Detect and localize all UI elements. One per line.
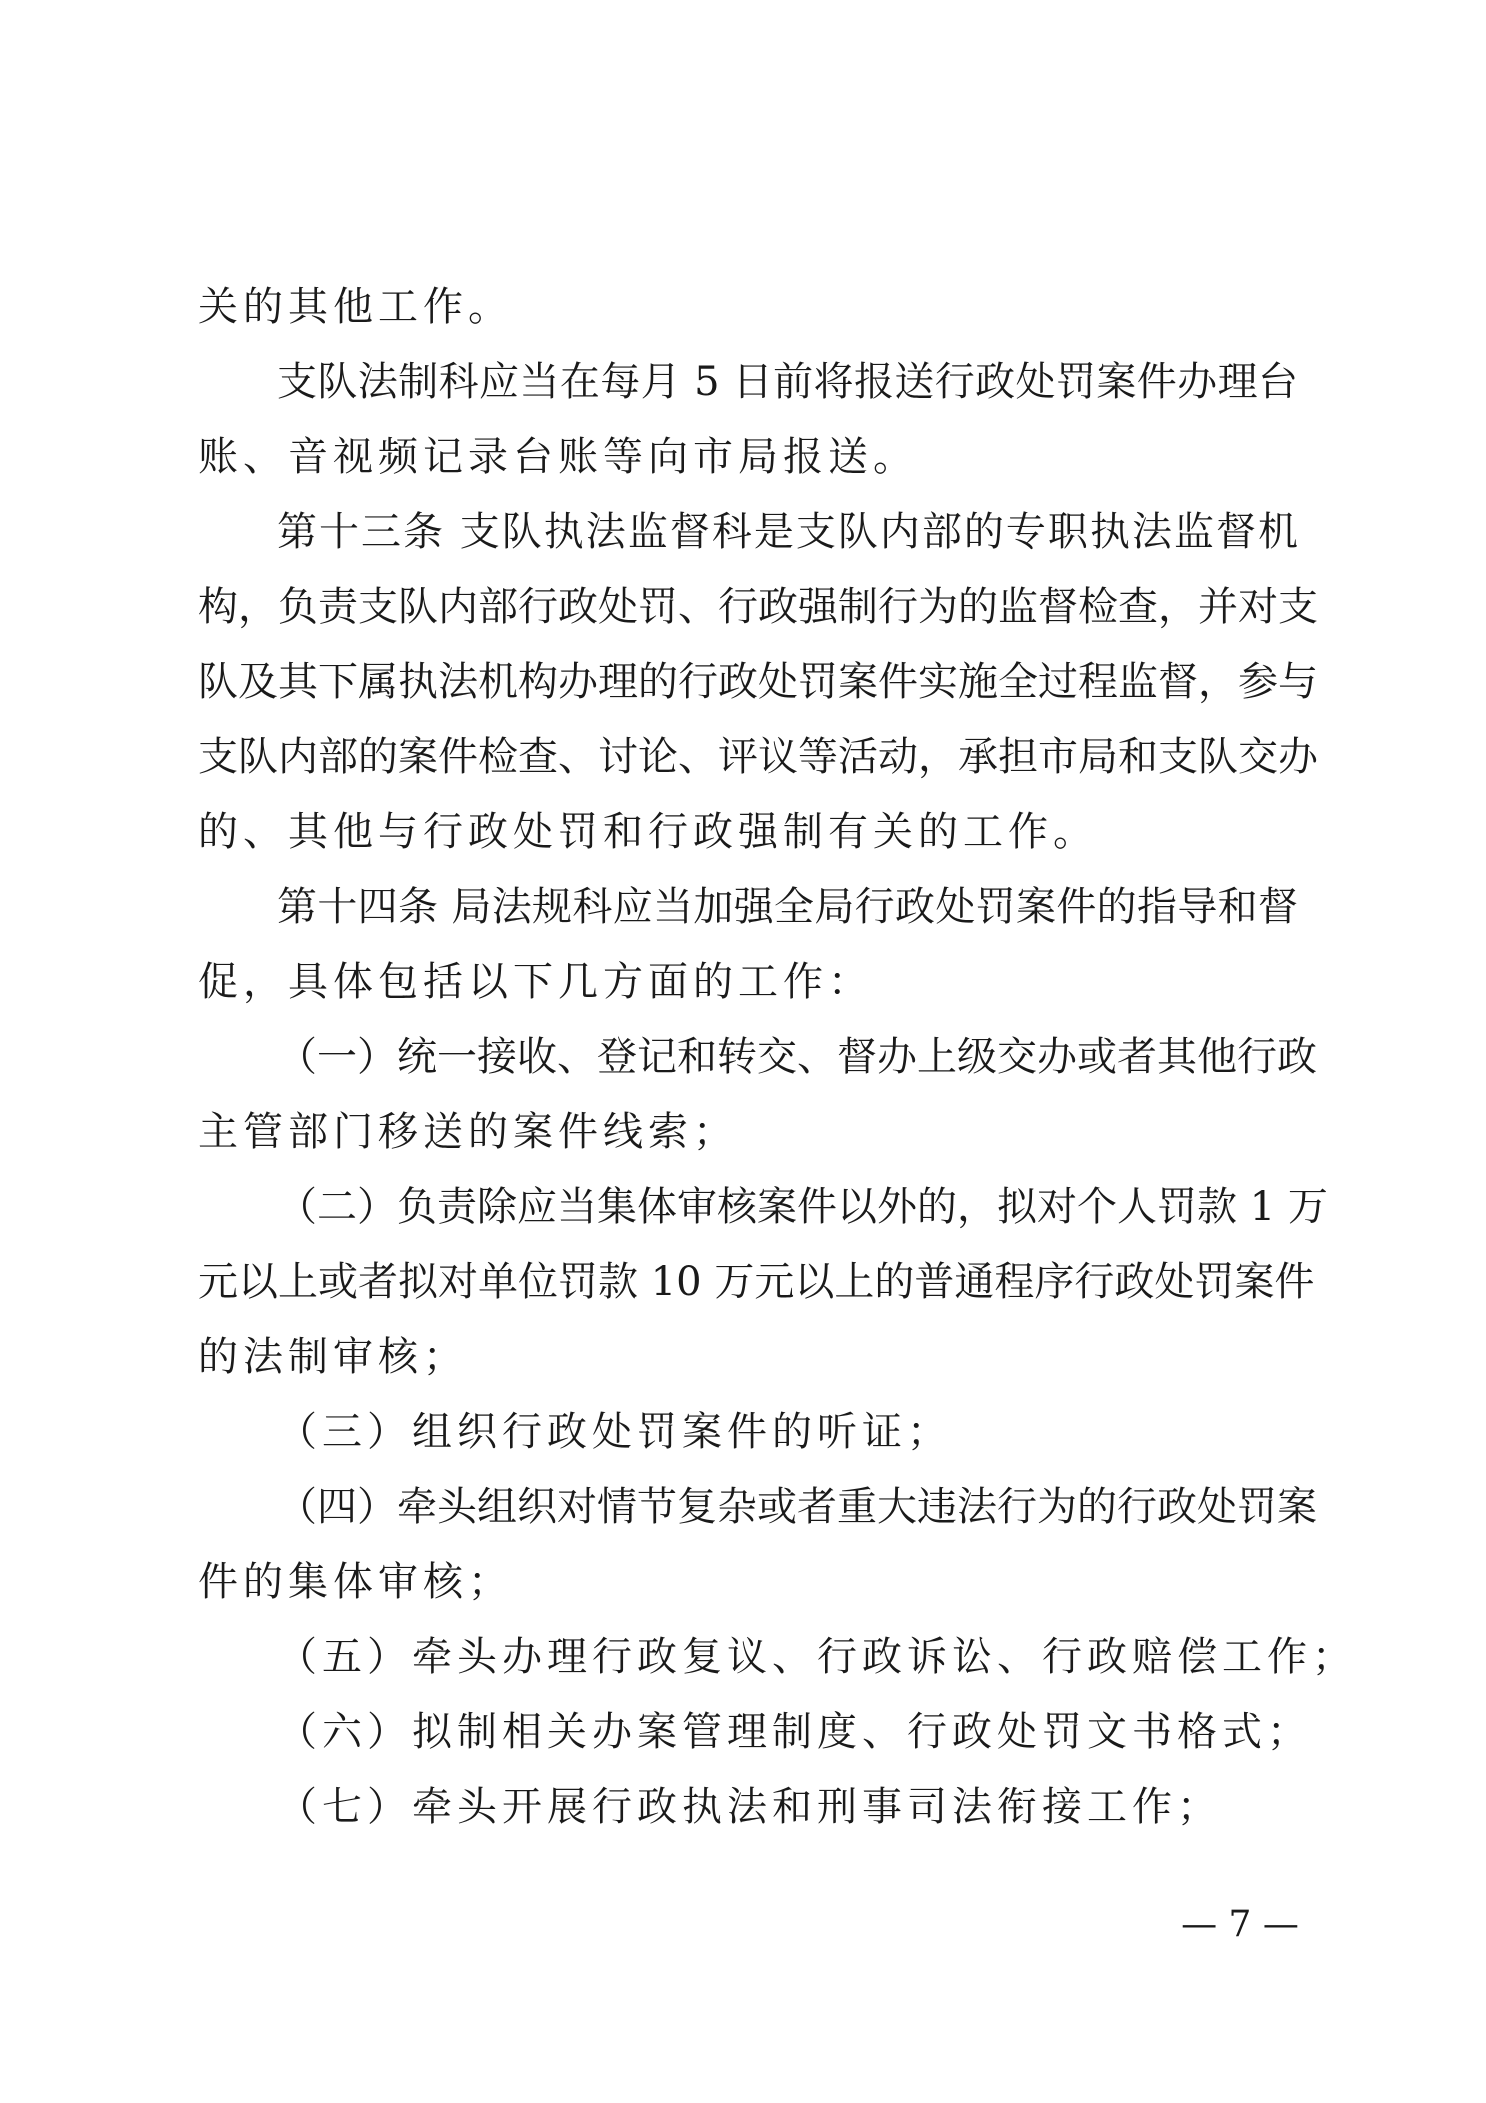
text-line-20: （六）拟制相关办案管理制度、行政处罚文书格式；	[277, 1709, 1312, 1755]
text-line-21: （七）牵头开展行政执法和刑事司法衔接工作；	[277, 1784, 1222, 1830]
text-line-19: （五）牵头办理行政复议、行政诉讼、行政赔偿工作；	[277, 1634, 1357, 1680]
text-line-1: 关的其他工作。	[198, 284, 513, 330]
text-line-17: （四）牵头组织对情节复杂或者重大违法行为的行政处罚案	[277, 1484, 1317, 1530]
text-line-7: 支队内部的案件检查、讨论、评议等活动，承担市局和支队交办	[198, 734, 1318, 780]
text-line-2: 支队法制科应当在每月 5 日前将报送行政处罚案件办理台	[277, 359, 1298, 405]
text-line-10: 促，具体包括以下几方面的工作：	[198, 959, 873, 1005]
text-line-11: （一）统一接收、登记和转交、督办上级交办或者其他行政	[277, 1034, 1317, 1080]
text-line-6: 队及其下属执法机构办理的行政处罚案件实施全过程监督，参与	[198, 659, 1318, 705]
page-number: — 7 —	[1181, 1904, 1299, 1945]
text-line-18: 件的集体审核；	[198, 1559, 513, 1605]
text-line-13: （二）负责除应当集体审核案件以外的，拟对个人罚款 1 万	[277, 1184, 1328, 1230]
text-line-14: 元以上或者拟对单位罚款 10 万元以上的普通程序行政处罚案件	[198, 1259, 1315, 1305]
text-line-3: 账、音视频记录台账等向市局报送。	[198, 434, 918, 480]
text-line-9: 第十四条 局法规科应当加强全局行政处罚案件的指导和督	[277, 884, 1298, 930]
text-line-5: 构，负责支队内部行政处罚、行政强制行为的监督检查，并对支	[198, 584, 1318, 630]
text-line-15: 的法制审核；	[198, 1334, 468, 1380]
text-line-16: （三）组织行政处罚案件的听证；	[277, 1409, 952, 1455]
text-line-4: 第十三条 支队执法监督科是支队内部的专职执法监督机	[277, 509, 1298, 555]
text-line-8: 的、其他与行政处罚和行政强制有关的工作。	[198, 809, 1098, 855]
text-line-12: 主管部门移送的案件线索；	[198, 1109, 738, 1155]
